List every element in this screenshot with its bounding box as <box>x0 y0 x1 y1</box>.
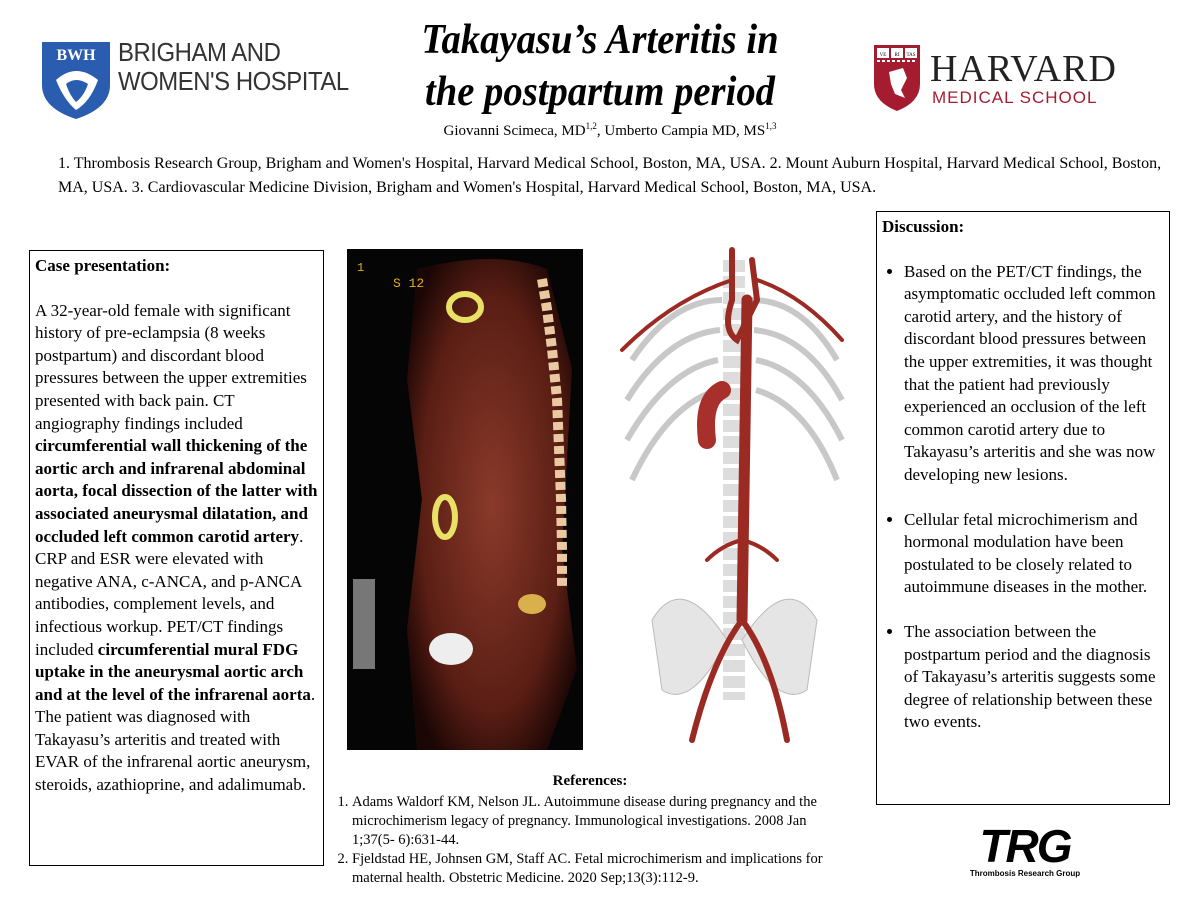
svg-text:VE: VE <box>879 53 887 58</box>
author-2-affil: 1,3 <box>765 121 777 131</box>
discussion-item: • Cellular fetal microchimerism and hormonal modulation have been postulated to be closely related to autoimmune diseases in the mother. <box>904 509 1164 599</box>
bwh-name-line1: BRIGHAM AND <box>118 37 281 67</box>
discussion-box <box>876 211 1170 805</box>
bwh-shield-logo <box>40 40 112 120</box>
discussion-list <box>882 261 1164 734</box>
discussion-item: • Based on the PET/CT findings, the asymptomatic occluded left common carotid artery, and the history of discordant blood pressures between the upper extremities, it was thought that the patient had previously experienced an occlusion of the left common carotid artery due to Takayasu’s arteritis and she was now developing new lesions. <box>904 261 1164 487</box>
svg-text:TAS: TAS <box>906 53 916 58</box>
author-2: , Umberto Campia MD, MS <box>596 123 766 139</box>
title-line1: Takayasu’s Arteritis in <box>421 17 779 63</box>
case-text <box>35 300 318 797</box>
harvard-name: HARVARD <box>930 48 1117 90</box>
svg-text:RI: RI <box>894 53 900 58</box>
pet-label-2: S 12 <box>393 276 425 291</box>
case-text-3: . The patient was diagnosed with Takayasu’s arteritis and treated with EVAR of the infrarenal aortic aneurysm, steroids, azathioprine, and adalimumab. <box>35 684 316 795</box>
affiliations: 1. Thrombosis Research Group, Brigham and Women's Hospital, Harvard Medical School, Boston, MA, USA. 2. Mount Auburn Hospital, Harvard Medical School, Boston, MA, USA. 3. Cardiovascular Medicine Division, Brigham and Women's Hospital, Harvard Medical School, Boston, MA, USA. <box>58 155 1162 196</box>
harvard-shield-logo <box>873 44 921 112</box>
discussion-item: • The association between the postpartum period and the diagnosis of Takayasu’s arteritis suggests some degree of relationship between these two events. <box>904 621 1164 734</box>
case-bold-2: circumferential mural FDG uptake in the aneurysmal aortic arch and at the level of the infrarenal aorta <box>35 639 311 704</box>
case-presentation-box <box>29 250 324 866</box>
case-text-1: A 32-year-old female with significant history of pre-eclampsia (8 weeks postpartum) and discordant blood pressures between the upper extremities presented with back pain. CT angiography findings included <box>35 300 307 433</box>
author-1: Giovanni Scimeca, MD <box>443 123 586 139</box>
references-list <box>330 793 850 888</box>
poster-title <box>411 14 788 118</box>
bwh-name <box>118 38 349 96</box>
trg-logo-mark: TRG <box>979 820 1071 872</box>
discussion-heading: Discussion: <box>882 217 965 236</box>
reference-item: 2. Fjeldstad HE, Johnsen GM, Staff AC. Fetal microchimerism and implications for maternal health. Obstetric Medicine. 2020 Sep;13(3):112-9. <box>352 850 850 888</box>
trg-logo <box>955 820 1095 878</box>
bwh-name-line2: WOMEN'S HOSPITAL <box>118 66 349 96</box>
title-line2: the postpartum period <box>425 69 775 115</box>
svg-text:BWH: BWH <box>56 47 96 64</box>
authors <box>380 121 840 140</box>
references <box>330 772 850 888</box>
ct-angiography-3d-image <box>612 240 857 760</box>
references-heading: References: <box>552 773 628 789</box>
author-1-affil: 1,2 <box>585 121 597 131</box>
pet-label-1: 1 <box>357 261 365 275</box>
pet-ct-image <box>347 249 583 750</box>
harvard-school: MEDICAL SCHOOL <box>932 88 1098 107</box>
case-text-2: . CRP and ESR were elevated with negative ANA, c-ANCA, and p-ANCA antibodies, complement levels, and infectious workup. PET/CT findings included <box>35 526 304 659</box>
trg-logo-name: Thrombosis Research Group <box>969 869 1081 878</box>
case-heading: Case presentation: <box>35 256 171 275</box>
pet-ct-scan-graphic <box>347 249 583 750</box>
reference-item: 1. Adams Waldorf KM, Nelson JL. Autoimmune disease during pregnancy and the microchimerism legacy of pregnancy. Immunological investigations. 2008 Jan 1;37(5- 6):631-44. <box>352 793 850 850</box>
case-bold-1: circumferential wall thickening of the aortic arch and infrarenal abdominal aorta, focal dissection of the latter with associated aneurysmal dilatation, and occluded left common carotid artery <box>35 436 318 546</box>
